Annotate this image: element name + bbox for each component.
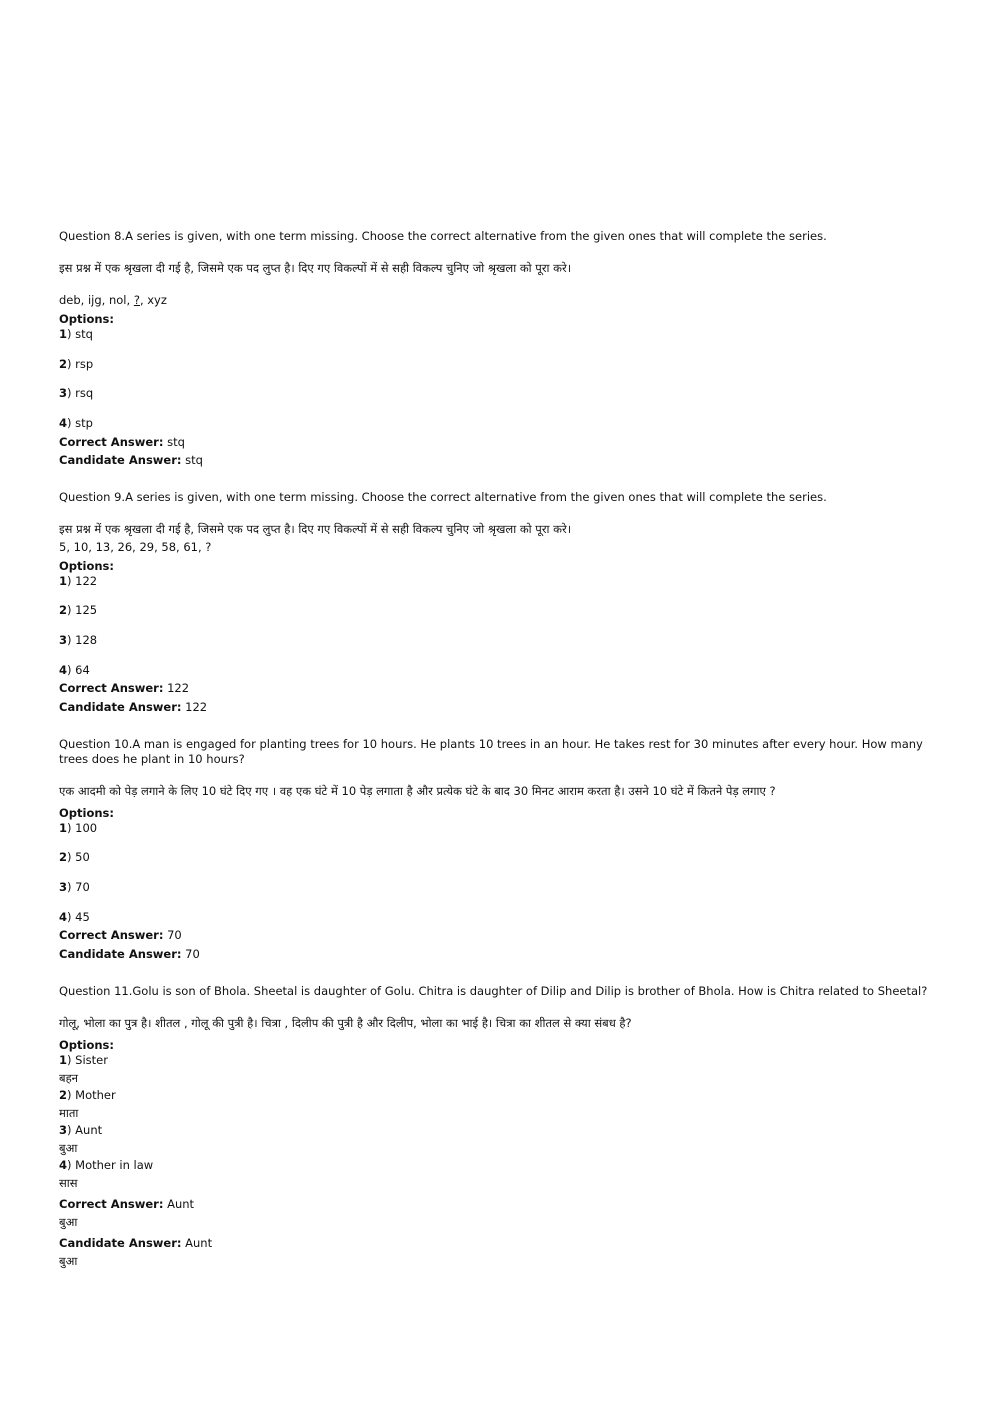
option-number: 4 (59, 1158, 68, 1172)
q11-option-3 (59, 1123, 943, 1138)
candidate-answer-label: Candidate Answer: (59, 453, 182, 467)
q8-series-after: , xyz (139, 293, 167, 307)
q10-correct-answer (59, 928, 943, 943)
option-number: 4 (59, 663, 68, 677)
q9-option-1 (59, 574, 943, 589)
q9-options-label: Options: (59, 559, 114, 573)
q8-correct-answer (59, 435, 943, 450)
q10-option-3 (59, 880, 943, 895)
q11-correct-answer (59, 1197, 943, 1212)
option-text: ) 70 (67, 880, 90, 894)
q9-prompt-en: Question 9.A series is given, with one term missing. Choose the correct alternative from the given ones that will complete the series. (59, 490, 827, 504)
option-text: ) 100 (67, 821, 98, 835)
q11-options-label: Options: (59, 1038, 114, 1052)
option-number: 2 (59, 603, 68, 617)
candidate-answer-label: Candidate Answer: (59, 700, 182, 714)
q8-series-before: deb, ijg, nol, (59, 293, 134, 307)
q11-option-1-hi: बहन (59, 1071, 79, 1085)
q8-candidate-answer (59, 453, 943, 468)
q8-series-blank: ? (133, 293, 140, 307)
q11-option-3-hi: बुआ (59, 1141, 78, 1155)
correct-answer-label: Correct Answer: (59, 1197, 164, 1211)
option-number: 3 (59, 386, 68, 400)
q11-prompt-hi: गोलू, भोला का पुत्र है। शीतल , गोलू की पुत्री है। चित्रा , दिलीप की पुत्री है और दिलीप, भोला का भाई है। चित्रा का शीतल से क्या संबध है? (59, 1016, 632, 1030)
candidate-answer-label: Candidate Answer: (59, 947, 182, 961)
option-number: 2 (59, 1088, 68, 1102)
q10-option-2 (59, 850, 943, 865)
q11-option-4-hi: सास (59, 1176, 78, 1190)
q11-candidate-answer (59, 1236, 943, 1251)
option-number: 1 (59, 574, 68, 588)
option-text: ) 64 (67, 663, 90, 677)
option-text: ) Mother in law (67, 1158, 154, 1172)
q8-option-3 (59, 386, 943, 401)
correct-answer-value: stq (163, 435, 185, 449)
q9-candidate-answer (59, 700, 943, 715)
q11-option-2-hi: माता (59, 1106, 79, 1120)
option-text: ) 122 (67, 574, 98, 588)
candidate-answer-value: 70 (181, 947, 200, 961)
option-text: ) 45 (67, 910, 90, 924)
option-text: ) Sister (67, 1053, 108, 1067)
option-text: ) 125 (67, 603, 98, 617)
correct-answer-label: Correct Answer: (59, 435, 164, 449)
q8-option-2 (59, 357, 943, 372)
correct-answer-value: 70 (163, 928, 182, 942)
option-text: ) rsp (67, 357, 94, 371)
option-text: ) stq (67, 327, 93, 341)
correct-answer-label: Correct Answer: (59, 681, 164, 695)
option-number: 4 (59, 416, 68, 430)
q9-series: 5, 10, 13, 26, 29, 58, 61, ? (59, 540, 212, 554)
option-number: 1 (59, 1053, 68, 1067)
q8-options-label: Options: (59, 312, 114, 326)
option-number: 2 (59, 357, 68, 371)
q10-option-1 (59, 821, 943, 836)
q11-option-2 (59, 1088, 943, 1103)
option-text: ) stp (67, 416, 93, 430)
candidate-answer-label: Candidate Answer: (59, 1236, 182, 1250)
q10-options-label: Options: (59, 806, 114, 820)
option-number: 1 (59, 327, 68, 341)
q8-series (59, 293, 943, 308)
option-text: ) Aunt (67, 1123, 103, 1137)
q11-candidate-answer-hi: बुआ (59, 1254, 78, 1268)
correct-answer-value: Aunt (163, 1197, 195, 1211)
q8-prompt-hi: इस प्रश्न में एक श्रृखला दी गई है, जिसमे एक पद लुप्त है। दिए गए विकल्पों में से सही विकल्प चुनिए जो श्रृखला को पूरा करे। (59, 261, 572, 275)
q8-option-1 (59, 327, 943, 342)
option-text: ) 50 (67, 850, 90, 864)
q10-option-4 (59, 910, 943, 925)
option-number: 2 (59, 850, 68, 864)
option-text: ) 128 (67, 633, 98, 647)
option-number: 3 (59, 1123, 68, 1137)
option-number: 4 (59, 910, 68, 924)
q8-prompt-en: Question 8.A series is given, with one term missing. Choose the correct alternative from the given ones that will complete the series. (59, 229, 827, 243)
option-number: 3 (59, 880, 68, 894)
option-number: 3 (59, 633, 68, 647)
q9-correct-answer (59, 681, 943, 696)
q11-prompt-en: Question 11.Golu is son of Bhola. Sheetal is daughter of Golu. Chitra is daughter of Dilip and Dilip is brother of Bhola. How is Chitra related to Sheetal? (59, 984, 928, 998)
q9-prompt-hi: इस प्रश्न में एक श्रृखला दी गई है, जिसमे एक पद लुप्त है। दिए गए विकल्पों में से सही विकल्प चुनिए जो श्रृखला को पूरा करे। (59, 522, 572, 536)
correct-answer-label: Correct Answer: (59, 928, 164, 942)
q9-option-2 (59, 603, 943, 618)
q11-option-4 (59, 1158, 943, 1173)
q10-candidate-answer (59, 947, 943, 962)
q8-option-4 (59, 416, 943, 431)
candidate-answer-value: 122 (181, 700, 208, 714)
candidate-answer-value: stq (181, 453, 203, 467)
q10-prompt-en: Question 10.A man is engaged for planting trees for 10 hours. He plants 10 trees in an hour. He takes rest for 30 minutes after every hour. How many trees does he plant in 10 hours? (59, 737, 923, 766)
q10-prompt-hi: एक आदमी को पेड़ लगाने के लिए 10 घंटे दिए गए । वह एक घंटे में 10 पेड़ लगाता है और प्रत्येक घंटे के बाद 30 मिनट आराम करता है। उसने 10 घंटे में कितने पेड़ लगाए ? (59, 784, 776, 798)
candidate-answer-value: Aunt (181, 1236, 213, 1250)
q9-option-3 (59, 633, 943, 648)
q11-correct-answer-hi: बुआ (59, 1215, 78, 1229)
correct-answer-value: 122 (163, 681, 190, 695)
option-number: 1 (59, 821, 68, 835)
option-text: ) Mother (67, 1088, 116, 1102)
option-text: ) rsq (67, 386, 94, 400)
q11-option-1 (59, 1053, 943, 1068)
q9-option-4 (59, 663, 943, 678)
